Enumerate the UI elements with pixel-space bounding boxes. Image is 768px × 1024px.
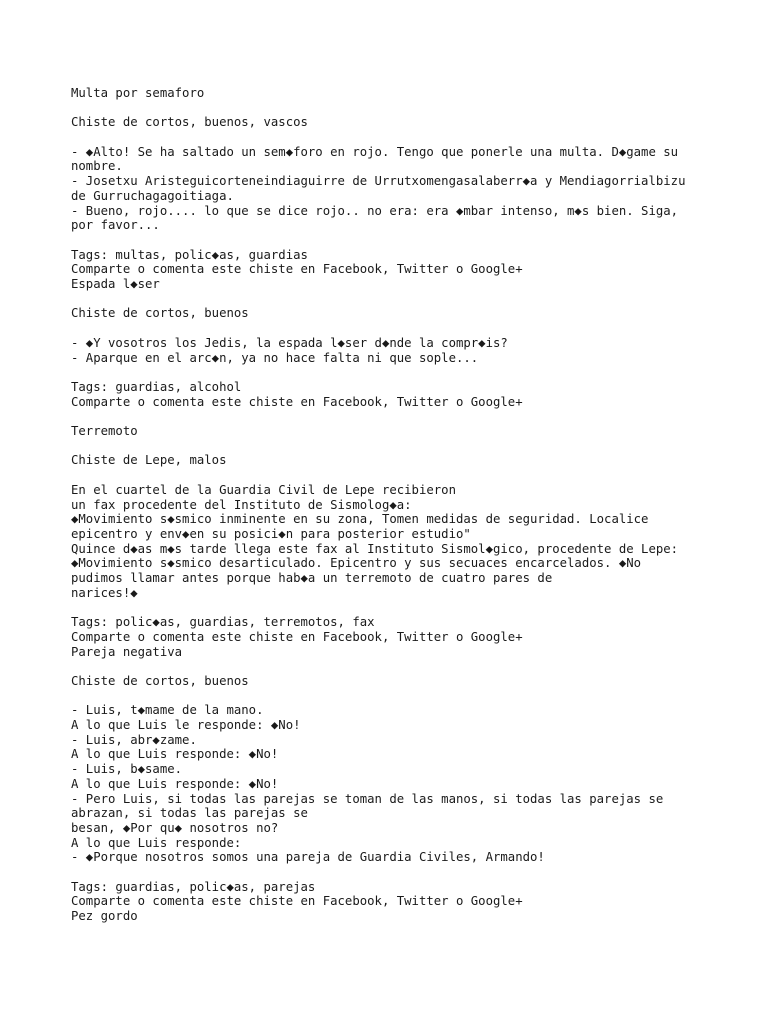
text-line: pudimos llamar antes porque hab◆a un terremoto de cuatro pares de — [71, 571, 553, 586]
text-line: - Luis, abr◆zame. — [71, 732, 197, 747]
text-line: Chiste de cortos, buenos — [71, 673, 249, 688]
text-line: Comparte o comenta este chiste en Facebook, Twitter o Google+ — [71, 262, 523, 277]
text-line: - Luis, b◆same. — [71, 762, 183, 777]
text-line: epicentro y env◆en su posici◆n para posterior estudio" — [71, 526, 471, 541]
text-line: - ◆Porque nosotros somos una pareja de Guardia Civiles, Armando! — [71, 850, 545, 865]
text-line: besan, ◆Por qu◆ nosotros no? — [71, 820, 279, 835]
text-line: Quince d◆as m◆s tarde llega este fax al Instituto Sismol◆gico, procedente de Lepe: — [71, 541, 679, 556]
text-line: Tags: polic◆as, guardias, terremotos, fax — [71, 615, 375, 630]
blank-line — [71, 659, 711, 674]
text-line: un fax procedente del Instituto de Sismolog◆a: — [71, 497, 412, 512]
blank-line — [71, 233, 711, 248]
text-line: Chiste de Lepe, malos — [71, 453, 227, 468]
text-line: nombre. — [71, 159, 123, 174]
text-line: - Josetxu Aristeguicorteneindiaguirre de Urrutxomengasalaberr◆a y Mendiagorrialbizu — [71, 174, 686, 189]
blank-line — [71, 600, 711, 615]
blank-line — [71, 439, 711, 454]
text-line: - Luis, t◆mame de la mano. — [71, 703, 264, 718]
blank-line — [71, 409, 711, 424]
text-line: - Aparque en el arc◆n, ya no hace falta ni que sople... — [71, 350, 479, 365]
text-line: - Pero Luis, si todas las parejas se toman de las manos, si todas las parejas se — [71, 791, 664, 806]
text-line: ◆Movimiento s◆smico desarticulado. Epicentro y sus secuaces encarcelados. ◆No — [71, 556, 642, 571]
text-line: - ◆Alto! Se ha saltado un sem◆foro en rojo. Tengo que ponerle una multa. D◆game su — [71, 144, 679, 159]
text-line: Espada l◆ser — [71, 277, 160, 292]
text-line: ◆Movimiento s◆smico inminente en su zona, Tomen medidas de seguridad. Localice — [71, 512, 649, 527]
text-line: A lo que Luis responde: ◆No! — [71, 747, 279, 762]
document-body — [71, 86, 711, 924]
blank-line — [71, 865, 711, 880]
blank-line — [71, 130, 711, 145]
text-line: Chiste de cortos, buenos, vascos — [71, 115, 308, 130]
text-line: Comparte o comenta este chiste en Facebook, Twitter o Google+ — [71, 894, 523, 909]
blank-line — [71, 292, 711, 307]
blank-line — [71, 689, 711, 704]
text-line: En el cuartel de la Guardia Civil de Lepe recibieron — [71, 482, 456, 497]
text-line: Terremoto — [71, 424, 138, 439]
text-line: Multa por semaforo — [71, 86, 205, 100]
text-line: - ◆Y vosotros los Jedis, la espada l◆ser d◆nde la compr◆is? — [71, 335, 508, 350]
text-line: de Gurruchagagoitiaga. — [71, 188, 234, 203]
blank-line — [71, 101, 711, 116]
blank-line — [71, 321, 711, 336]
text-line: Pez gordo — [71, 909, 138, 924]
text-line: narices!◆ — [71, 585, 138, 600]
text-line: por favor... — [71, 218, 160, 233]
text-line: - Bueno, rojo.... lo que se dice rojo.. no era: era ◆mbar intenso, m◆s bien. Siga, — [71, 203, 679, 218]
text-line: Tags: guardias, alcohol — [71, 379, 242, 394]
text-line: Tags: multas, polic◆as, guardias — [71, 247, 308, 262]
blank-line — [71, 468, 711, 483]
text-line: Tags: guardias, polic◆as, parejas — [71, 879, 316, 894]
text-line: A lo que Luis le responde: ◆No! — [71, 718, 301, 733]
text-line: abrazan, si todas las parejas se — [71, 806, 308, 821]
text-line: A lo que Luis responde: ◆No! — [71, 776, 279, 791]
text-line: A lo que Luis responde: — [71, 835, 242, 850]
text-line: Pareja negativa — [71, 644, 183, 659]
text-line: Comparte o comenta este chiste en Facebook, Twitter o Google+ — [71, 394, 523, 409]
text-line: Chiste de cortos, buenos — [71, 306, 249, 321]
text-line: Comparte o comenta este chiste en Facebook, Twitter o Google+ — [71, 629, 523, 644]
blank-line — [71, 365, 711, 380]
